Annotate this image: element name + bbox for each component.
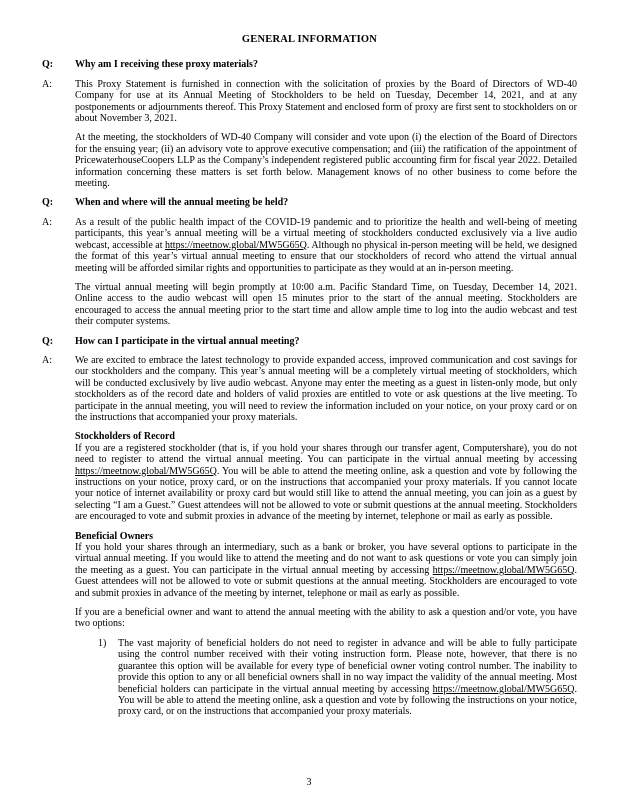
question-1-text: Why am I receiving these proxy materials? [75, 59, 258, 71]
answer-1-label: A: [42, 78, 52, 90]
question-2-label: Q: [42, 197, 54, 209]
stockholders-of-record-paragraph [75, 443, 577, 523]
question-row-1 [42, 59, 577, 70]
meeting-webcast-link[interactable]: https://meetnow.global/MW5G65Q [432, 683, 575, 695]
answer-row-3 [42, 355, 577, 423]
page-number: 3 [306, 776, 312, 788]
meeting-webcast-link[interactable]: https://meetnow.global/MW5G65Q [165, 239, 307, 251]
answer-2-paragraph-1 [75, 217, 577, 274]
meeting-webcast-link[interactable]: https://meetnow.global/MW5G65Q [75, 465, 217, 477]
paragraph-text: . Guest attendees will not be allowed to vote or submit questions at the annual meeting. Stockholders are encouraged to vote and submit proxies in advance of the meeting by internet, telephone or mail as early as possible. [75, 564, 577, 599]
answer-row-1 [42, 79, 577, 125]
answer-1-paragraph-2: At the meeting, the stockholders of WD-40 Company will consider and vote upon (i) the election of the Board of Directors for the ensuing year; (ii) an advisory vote to approve executive compensation; and (iii) the ratification of the appointment of PricewaterhouseCoopers LLP as the Company’s independent registered public accounting firm for fiscal year 2022. Detailed information concerning these matters is set forth below. Management knows of no other business to come before the meeting. [75, 132, 577, 190]
page-title: GENERAL INFORMATION [241, 34, 378, 45]
question-3-label: Q: [42, 335, 54, 347]
answer-2-label: A: [42, 216, 52, 228]
answer-row-2 [42, 217, 577, 274]
answer-2-paragraph-2: The virtual annual meeting will begin promptly at 10:00 a.m. Pacific Standard Time, on Tuesday, December 14, 2021. Online access to the audio webcast will open 15 minutes prior to the start of the annual meeting. Stockholders are encouraged to access the annual meeting prior to the start time and allow ample time to log into the audio webcast and test their computer systems. [75, 281, 577, 328]
meeting-webcast-link[interactable]: https://meetnow.global/MW5G65Q [432, 564, 575, 576]
paragraph-text: As a result of the public health impact of the COVID-19 pandemic and to prioritize the health and well-being of meeting participants, this year’s annual meeting will be a virtual meeting of stockholders conducted exclusively via a live audio webcast, accessible at [75, 216, 577, 251]
answer-1-paragraph-1: This Proxy Statement is furnished in connection with the solicitation of proxies by the Board of Directors of WD-40 Company for use at its Annual Meeting of Stockholders to be held on Tuesday, December 14, 2021, and at any postponements or adjournments thereof. This Proxy Statement and enclosed form of proxy are first sent to stockholders on or about November 3, 2021. [75, 78, 577, 125]
paragraph-text: . You will be able to attend the meeting online, ask a question and vote by following the instructions on your notice, proxy card, or on the instructions that accompanied your proxy materials. [118, 683, 577, 718]
stockholders-of-record-heading: Stockholders of Record [75, 431, 175, 443]
list-item-1-number: 1) [98, 637, 107, 649]
question-row-3 [42, 336, 577, 347]
question-row-2 [42, 197, 577, 208]
question-2-text: When and where will the annual meeting be held? [75, 197, 289, 209]
paragraph-text: If you hold your shares through an intermediary, such as a bank or broker, you have several options to participate in the virtual annual meeting. If you would like to attend the meeting and do not want to ask questions or vote you can simply join the meeting as a guest. You can participate in the virtual annual meeting by accessing [75, 542, 577, 576]
answer-3-label: A: [42, 354, 52, 366]
options-intro-paragraph: If you are a beneficial owner and want to attend the annual meeting with the ability to ask a question and/or vote, you have two options: [75, 607, 577, 630]
paragraph-text: If you are a registered stockholder (that is, if you hold your shares through our transfer agent, Computershare), you do not need to register to attend the virtual annual meeting. You can participate in the virtual annual meeting by accessing [75, 442, 577, 466]
question-1-label: Q: [42, 59, 54, 71]
paragraph-text: . You will be able to attend the meeting online, ask a question and vote by following the instructions on your notice, proxy card, or on the instructions that accompanied your proxy materials. If you cannot locate your notice of internet availability or proxy card but would still like to attend the annual meeting, you can join as a guest by selecting “I am a Guest.” Guest attendees will not be allowed to vote or submit questions at the annual meeting. Stockholders are encouraged to vote and submit proxies in advance of the meeting by internet, telephone or mail as early as possible. [75, 465, 577, 523]
beneficial-owners-paragraph [75, 542, 577, 599]
list-item-1-text [118, 638, 577, 718]
paragraph-text: The vast majority of beneficial holders do not need to register in advance and will be able to fully participate using the control number received with their voting instruction form. Please note, however, that there is no guarantee this option will be available for every type of beneficial owner voting control number. The inability to provide this option to any or all beneficial owners shall in no way impact the validity of the annual meeting. Most beneficial holders can participate in the virtual annual meeting by accessing [118, 637, 577, 695]
answer-3-paragraph-1: We are excited to embrace the latest technology to provide expanded access, improved communication and cost savings for our stockholders and the company. This year’s annual meeting will be a completely virtual meeting of stockholders, which will be conducted exclusively by live audio webcast. Anyone may enter the meeting as a guest in listen-only mode, but only stockholders as of the record date and holders of valid proxies are entitled to vote or ask questions at the live meeting. To participate in the annual meeting, you will need to review the information included on your notice, on your proxy card or on the instructions that accompanied your proxy materials. [75, 354, 577, 423]
beneficial-owners-heading: Beneficial Owners [75, 530, 154, 542]
list-item-1 [98, 638, 577, 718]
question-3-text: How can I participate in the virtual annual meeting? [75, 335, 300, 347]
paragraph-text: . Although no physical in-person meeting will be held, we designed the format of this year’s virtual annual meeting to ensure that our stockholders of record who attend the virtual annual meeting will be afforded similar rights and opportunities to participate as they would at an in-person meeting. [75, 239, 577, 274]
